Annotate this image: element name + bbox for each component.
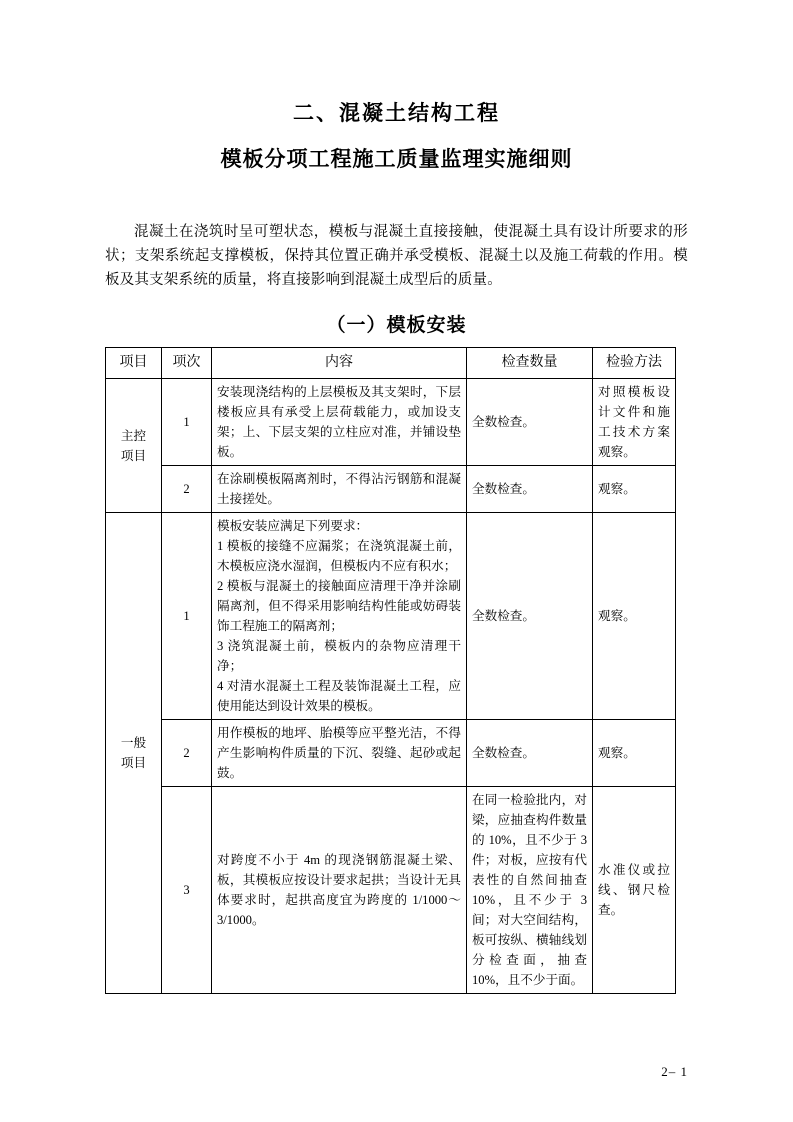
row-number: 2 — [162, 720, 212, 787]
row-content: 用作模板的地坪、胎模等应平整光洁，不得产生影响构件质量的下沉、裂缝、起砂或起鼓。 — [212, 720, 467, 787]
quality-inspection-table — [105, 347, 676, 994]
row-quantity: 全数检查。 — [467, 720, 593, 787]
row-method: 观察。 — [593, 466, 676, 513]
table-row — [106, 787, 676, 994]
row-content-multiline — [212, 513, 467, 720]
row-content: 对跨度不小于 4m 的现浇钢筋混凝土梁、板，其模板应按设计要求起拱；当设计无具体要求时，起拱高度宜为跨度的 1/1000～3/1000。 — [212, 787, 467, 994]
row-quantity: 全数检查。 — [467, 379, 593, 466]
row-number: 2 — [162, 466, 212, 513]
row-number: 1 — [162, 513, 212, 720]
table-header-row — [106, 348, 676, 379]
column-header-item: 项目 — [106, 348, 162, 379]
table-row — [106, 513, 676, 720]
row-quantity: 全数检查。 — [467, 513, 593, 720]
document-title-primary: 二、混凝土结构工程 — [293, 101, 500, 125]
column-header-quantity: 检查数量 — [467, 348, 593, 379]
row-content: 在涂刷模板隔离剂时，不得沾污钢筋和混凝土接搓处。 — [212, 466, 467, 513]
row-content: 安装现浇结构的上层模板及其支架时，下层楼板应具有承受上层荷载能力，或加设支架；上、下层支架的立柱应对准，并铺设垫板。 — [212, 379, 467, 466]
content-line: 1 模板的接缝不应漏浆；在浇筑混凝土前，木模板应浇水湿润，但模板内不应有积水； — [217, 539, 461, 573]
row-method: 水准仪或拉线、钢尺检查。 — [593, 787, 676, 994]
content-line: 模板安装应满足下列要求： — [217, 519, 369, 533]
group-label-line-1: 一般 — [120, 736, 147, 750]
row-number: 1 — [162, 379, 212, 466]
table-row — [106, 466, 676, 513]
document-title-secondary: 模板分项工程施工质量监理实施细则 — [220, 147, 573, 171]
row-quantity: 全数检查。 — [467, 466, 593, 513]
row-method: 对照模板设计文件和施工技术方案观察。 — [593, 379, 676, 466]
content-line: 3 浇筑混凝土前，模板内的杂物应清理干净； — [217, 639, 461, 673]
column-header-content: 内容 — [212, 348, 467, 379]
column-header-method: 检验方法 — [593, 348, 676, 379]
group-label-line-2: 项目 — [120, 756, 147, 770]
section-heading: （一）模板安装 — [326, 315, 467, 336]
content-line: 2 模板与混凝土的接触面应清理干净并涂刷隔离剂，但不得采用影响结构性能或妨碍装饰工程施工的隔离剂； — [217, 579, 461, 633]
content-line: 4 对清水混凝土工程及装饰混凝土工程，应使用能达到设计效果的模板。 — [217, 679, 461, 713]
group-label-general — [106, 513, 162, 994]
row-method: 观察。 — [593, 720, 676, 787]
group-label-main-control — [106, 379, 162, 513]
page-number: 2– 1 — [661, 1064, 688, 1079]
row-number: 3 — [162, 787, 212, 994]
table-row — [106, 379, 676, 466]
title-block — [105, 0, 688, 176]
table-row — [106, 720, 676, 787]
group-label-line-2: 项目 — [120, 448, 147, 463]
row-quantity: 在同一检验批内，对梁，应抽查构件数量的 10%，且不少于 3 件；对板，应按有代表性的自然间抽查 10%，且不少于 3 间；对大空间结构，板可按纵、横轴线划分检查面，抽查 10%，且不少于面。 — [467, 787, 593, 994]
intro-paragraph: 混凝土在浇筑时呈可塑状态，模板与混凝土直接接触，使混凝土具有设计所要求的形状；支架系统起支撑模板，保持其位置正确并承受模板、混凝土以及施工荷载的作用。模板及其支架系统的质量，将直接影响到混凝土成型后的质量。 — [105, 224, 688, 288]
group-label-line-1: 主控 — [120, 428, 147, 443]
row-method: 观察。 — [593, 513, 676, 720]
column-header-no: 项次 — [162, 348, 212, 379]
